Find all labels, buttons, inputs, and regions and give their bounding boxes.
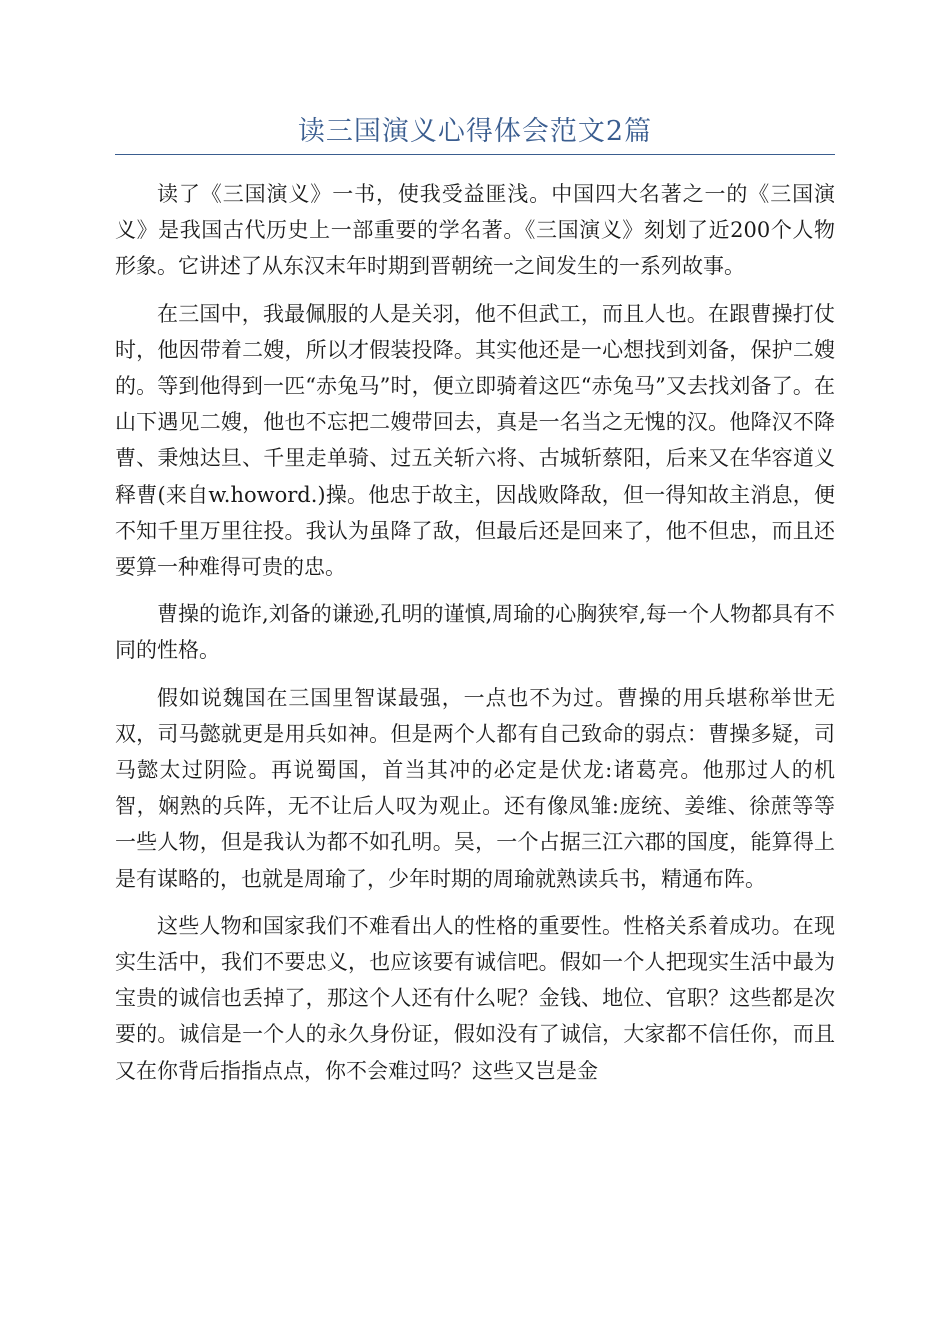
paragraph-2: 在三国中，我最佩服的人是关羽，他不但武工，而且人也。在跟曹操打仗时，他因带着二嫂，所以才假装投降。其实他还是一心想找到刘备，保护二嫂的。等到他得到一匹“赤兔马”时，便立即骑着这匹“赤兔马”又去找刘备了。在山下遇见二嫂，他也不忘把二嫂带回去，真是一名当之无愧的汉。他降汉不降曹、秉烛达旦、千里走单骑、过五关斩六将、古城斩蔡阳，后来又在华容道义释曹(来自w.howord.)操。他忠于故主，因战败降敌，但一得知故主消息，便不知千里万里往投。我认为虽降了敌，但最后还是回来了，他不但忠，而且还要算一种难得可贵的忠。 xyxy=(115,301,835,580)
title-underline xyxy=(115,154,835,155)
document-title: 读三国演义心得体会范文2篇 xyxy=(297,116,653,147)
paragraph-1: 读了《三国演义》一书，使我受益匪浅。中国四大名著之一的《三国演义》是我国古代历史上一部重要的学名著。《三国演义》刻划了近200个人物形象。它讲述了从东汉末年时期到晋朝统一之间发生的一系列故事。 xyxy=(115,182,835,279)
paragraph-3: 曹操的诡诈,刘备的谦逊,孔明的谨慎,周瑜的心胸狭窄,每一个人物都具有不同的性格。 xyxy=(115,602,835,663)
document-body xyxy=(115,176,835,1100)
paragraph-4: 假如说魏国在三国里智谋最强，一点也不为过。曹操的用兵堪称举世无双，司马懿就更是用兵如神。但是两个人都有自己致命的弱点：曹操多疑，司马懿太过阴险。再说蜀国，首当其冲的必定是伏龙:诸葛亮。他那过人的机智，娴熟的兵阵，无不让后人叹为观止。还有像凤雏:庞统、姜维、徐蔗等等一些人物，但是我认为都不如孔明。吴，一个占据三江六郡的国度，能算得上是有谋略的，也就是周瑜了，少年时期的周瑜就熟读兵书，精通布阵。 xyxy=(115,685,835,891)
paragraph-5: 这些人物和国家我们不难看出人的性格的重要性。性格关系着成功。在现实生活中，我们不要忠义，也应该要有诚信吧。假如一个人把现实生活中最为宝贵的诚信也丢掉了，那这个人还有什么呢？金钱、地位、官职？这些都是次要的。诚信是一个人的永久身份证，假如没有了诚信，大家都不信任你，而且又在你背后指指点点，你不会难过吗？这些又岂是金 xyxy=(115,913,835,1083)
